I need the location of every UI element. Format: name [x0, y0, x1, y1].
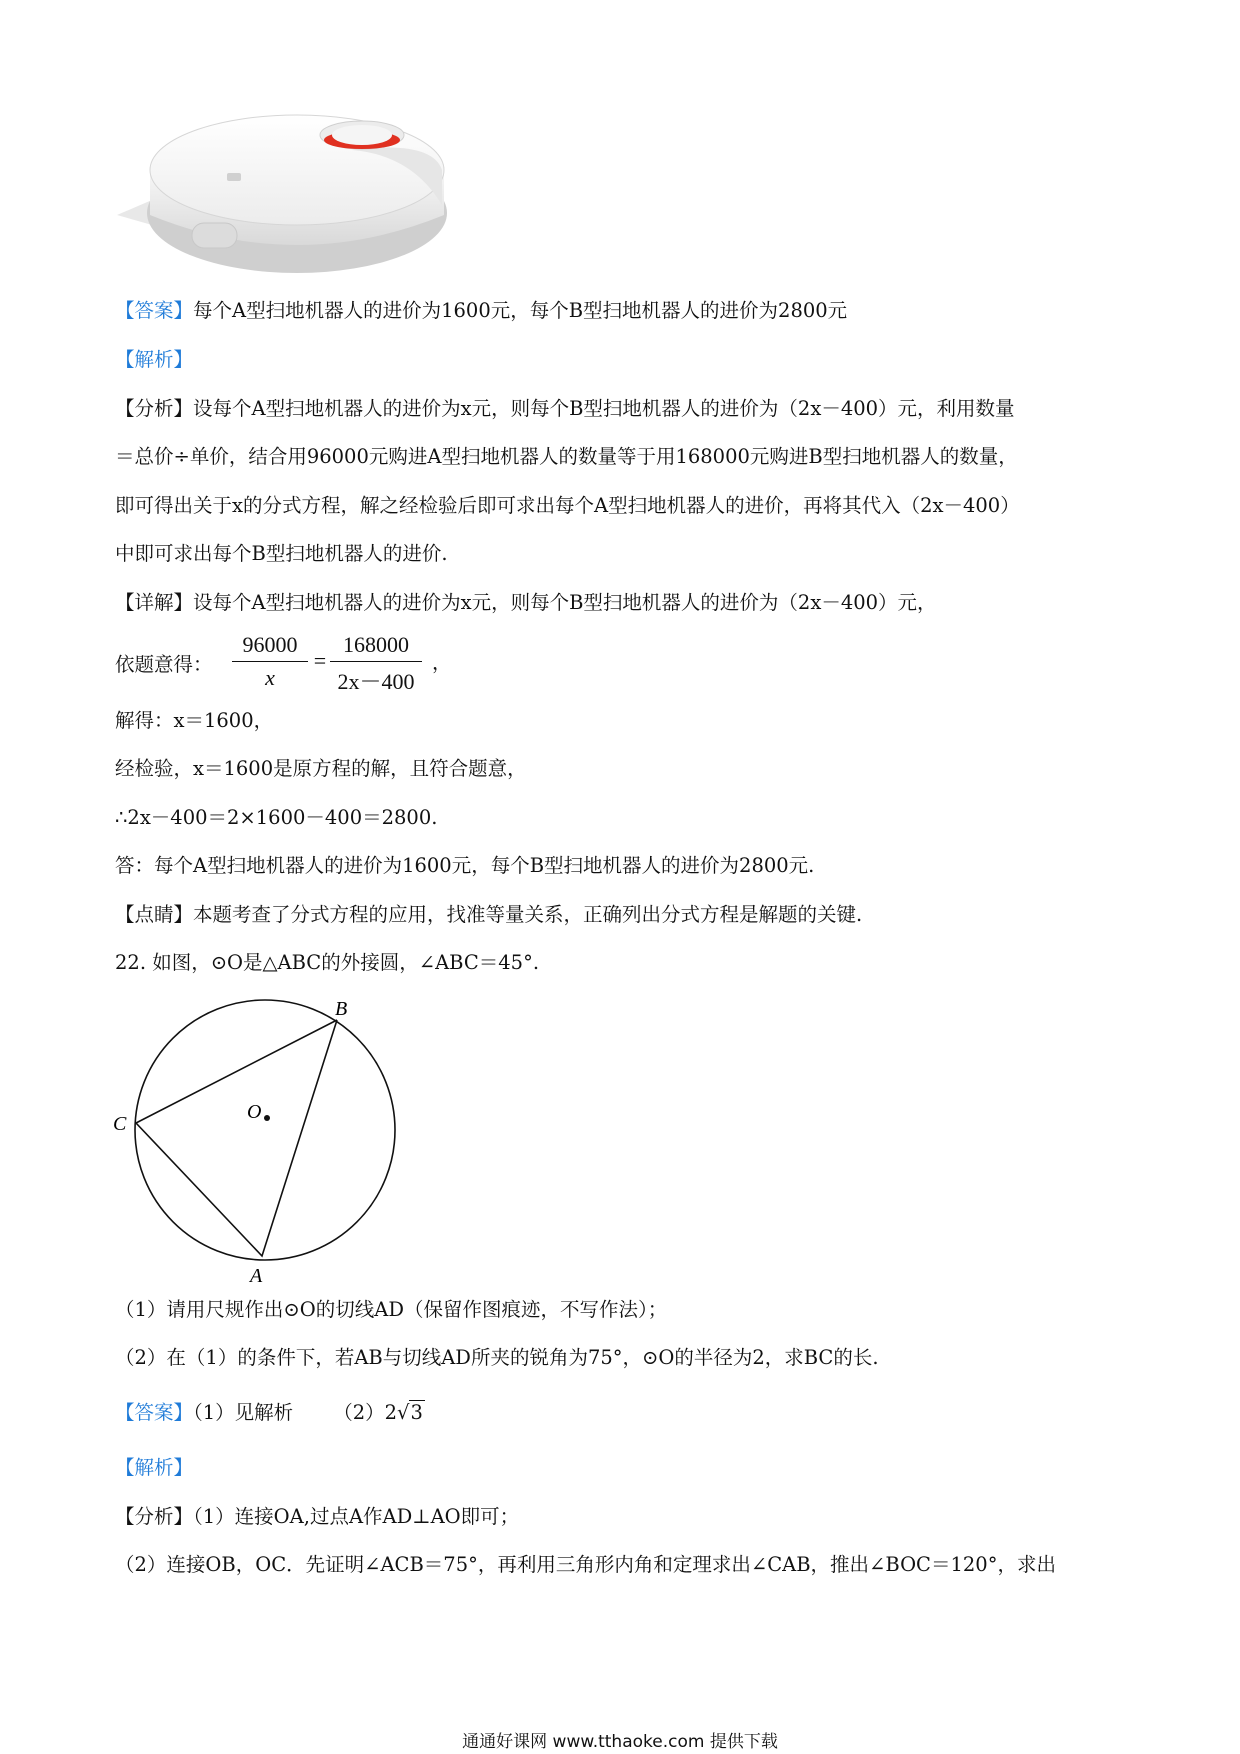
equals-sign: =	[313, 648, 327, 673]
answer-line-2: 【答案】（1）见解析 （2）2√3	[115, 1401, 423, 1424]
dianjing-line: 【点睛】本题考查了分式方程的应用，找准等量关系，正确列出分式方程是解题的关键.	[115, 903, 863, 926]
label-b: B	[335, 998, 348, 1020]
question-22-part-1: （1）请用尺规作出⊙O的切线AD（保留作图痕迹，不写作法）；	[115, 1298, 668, 1321]
equation-prefix: 依题意得：	[115, 653, 213, 676]
numerator-right: 168000	[343, 632, 409, 657]
triangle-abc	[136, 1020, 337, 1256]
numerator-left: 96000	[242, 632, 298, 657]
solve-line: 解得：x＝1600，	[115, 709, 274, 732]
analysis2-line-1: 【分析】（1）连接OA,过点A作AD⊥AO即可；	[115, 1505, 520, 1528]
detail-line: 【详解】设每个A型扫地机器人的进价为x元，则每个B型扫地机器人的进价为（2x－400）元，	[115, 591, 937, 614]
therefore-line: ∴2x－400＝2×1600－400＝2800.	[115, 806, 438, 829]
question-22-part-2: （2）在（1）的条件下，若AB与切线AD所夹的锐角为75°，⊙O的半径为2，求BC的长.	[115, 1346, 879, 1369]
jiexi-heading: 【解析】	[115, 348, 194, 371]
analysis-line-2: ＝总价÷单价，结合用96000元购进A型扫地机器人的数量等于用168000元购进B型扫地机器人的数量，	[115, 445, 1018, 468]
center-point	[264, 1115, 270, 1121]
label-a: A	[250, 1265, 263, 1287]
circumcircle	[135, 1000, 395, 1260]
question-22: 22. 如图，⊙O是△ABC的外接圆，∠ABC＝45°.	[115, 951, 540, 974]
answer-line: 【答案】每个A型扫地机器人的进价为1600元，每个B型扫地机器人的进价为2800元	[115, 299, 848, 322]
denominator-right: 2x－400	[337, 669, 415, 694]
analysis2-line-2: （2）连接OB，OC．先证明∠ACB＝75°，再利用三角形内角和定理求出∠CAB，推出∠BOC＝120°，求出	[115, 1553, 1056, 1576]
robot-vacuum-image	[112, 95, 452, 275]
denominator-left: x	[265, 665, 275, 690]
equation-suffix: ，	[432, 651, 452, 674]
analysis-line-3: 即可得出关于x的分式方程，解之经检验后即可求出每个A型扫地机器人的进价，再将其代入（2x－400）	[115, 494, 1020, 517]
circle-figure	[110, 990, 410, 1290]
analysis-line-1: 【分析】设每个A型扫地机器人的进价为x元，则每个B型扫地机器人的进价为（2x－400）元，利用数量	[115, 397, 1015, 420]
fraction-right	[330, 632, 422, 696]
analysis-line-4: 中即可求出每个B型扫地机器人的进价.	[115, 542, 448, 565]
jiexi-heading-2: 【解析】	[115, 1456, 194, 1479]
label-o: O	[247, 1101, 262, 1123]
footer: 通通好课网 www.tthaoke.com 提供下载	[462, 1732, 778, 1752]
check-line: 经检验，x＝1600是原方程的解，且符合题意，	[115, 757, 527, 780]
fraction-left	[232, 632, 308, 691]
conclusion-line: 答：每个A型扫地机器人的进价为1600元，每个B型扫地机器人的进价为2800元.	[115, 854, 815, 877]
label-c: C	[113, 1113, 127, 1135]
